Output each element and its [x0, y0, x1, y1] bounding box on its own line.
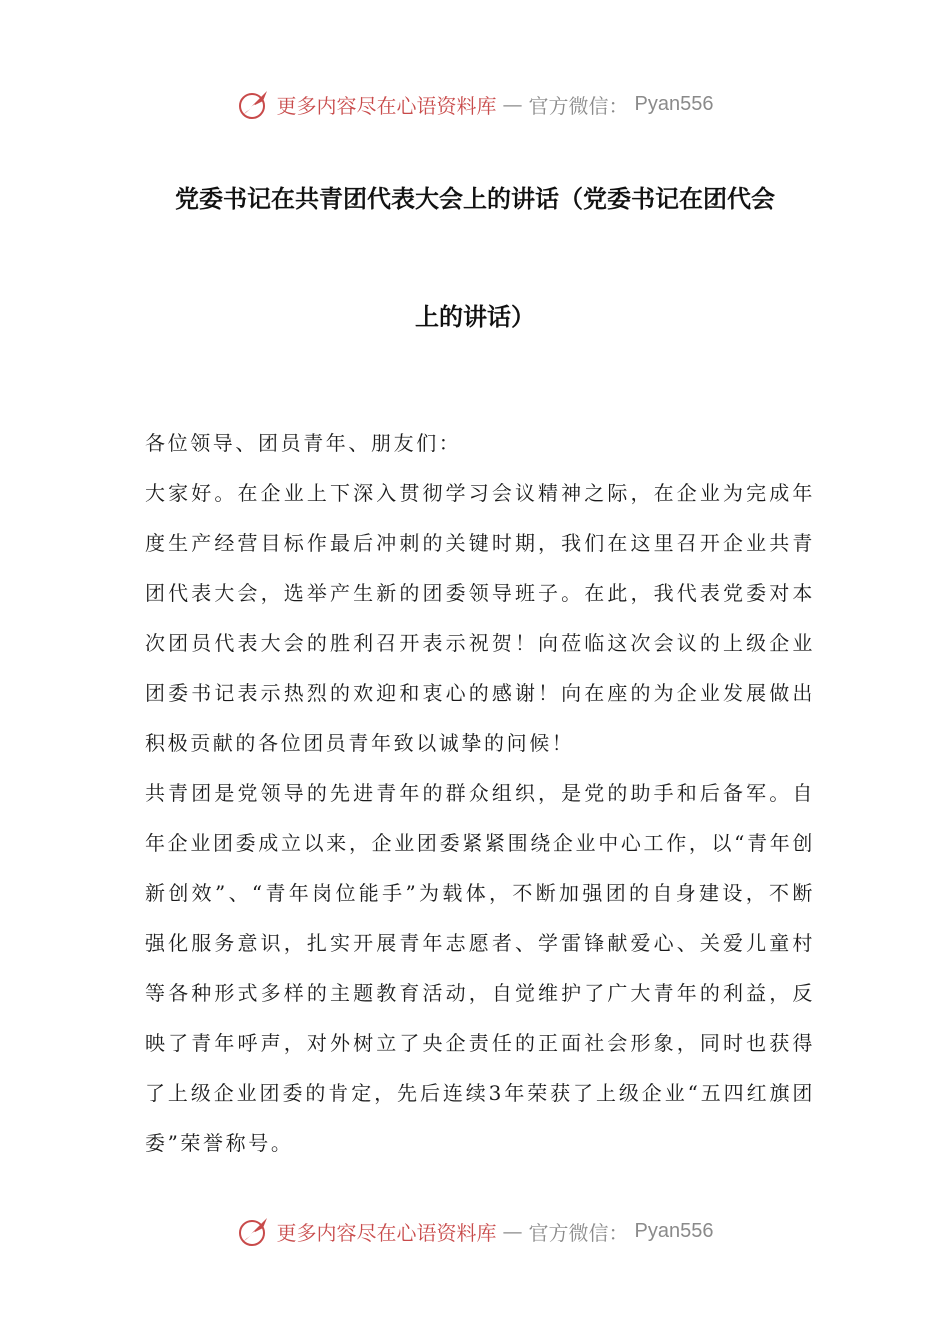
document-body [145, 418, 815, 1168]
watermark-wechat-id: Pyan556 [634, 1219, 714, 1242]
watermark-dash: — [502, 92, 523, 116]
watermark-wechat-label: 官方微信： [528, 93, 629, 118]
paragraph-1: 大家好。在企业上下深入贯彻学习会议精神之际，在企业为完成年度生产经营目标作最后冲刺的关键时期，我们在这里召开企业共青团代表大会，选举产生新的团委领导班子。在此，我代表党委对本次团员代表大会的胜利召开表示祝贺！向莅临这次会议的上级企业团委书记表示热烈的欢迎和衷心的感谢！向在座的为企业发展做出积极贡献的各位团员青年致以诚挚的问候！ [145, 481, 815, 755]
quill-pen-logo-icon [237, 87, 271, 121]
document-title-line1: 党委书记在共青团代表大会上的讲话（党委书记在团代会 [175, 185, 775, 213]
watermark-wechat-label: 官方微信： [528, 1220, 629, 1245]
watermark-site-text: 更多内容尽在心语资料库 [276, 1220, 497, 1245]
watermark-wechat-id: Pyan556 [634, 92, 714, 115]
watermark-site-text: 更多内容尽在心语资料库 [276, 93, 497, 118]
footer-watermark [0, 1211, 950, 1251]
header-watermark [0, 84, 950, 124]
watermark-dash: — [502, 1219, 523, 1243]
paragraph-2: 共青团是党领导的先进青年的群众组织，是党的助手和后备军。自年企业团委成立以来，企业团委紧紧围绕企业中心工作，以“青年创新创效”、“青年岗位能手”为载体，不断加强团的自身建设，不断强化服务意识，扎实开展青年志愿者、学雷锋献爱心、关爱儿童村等各种形式多样的主题教育活动，自觉维护了广大青年的利益，反映了青年呼声，对外树立了央企责任的正面社会形象，同时也获得了上级企业团委的肯定，先后连续3年荣获了上级企业“五四红旗团委”荣誉称号。 [145, 781, 815, 1155]
quill-pen-logo-icon [237, 1214, 271, 1248]
salutation: 各位领导、团员青年、朋友们： [145, 431, 462, 455]
document-title-line2: 上的讲话） [415, 303, 535, 331]
